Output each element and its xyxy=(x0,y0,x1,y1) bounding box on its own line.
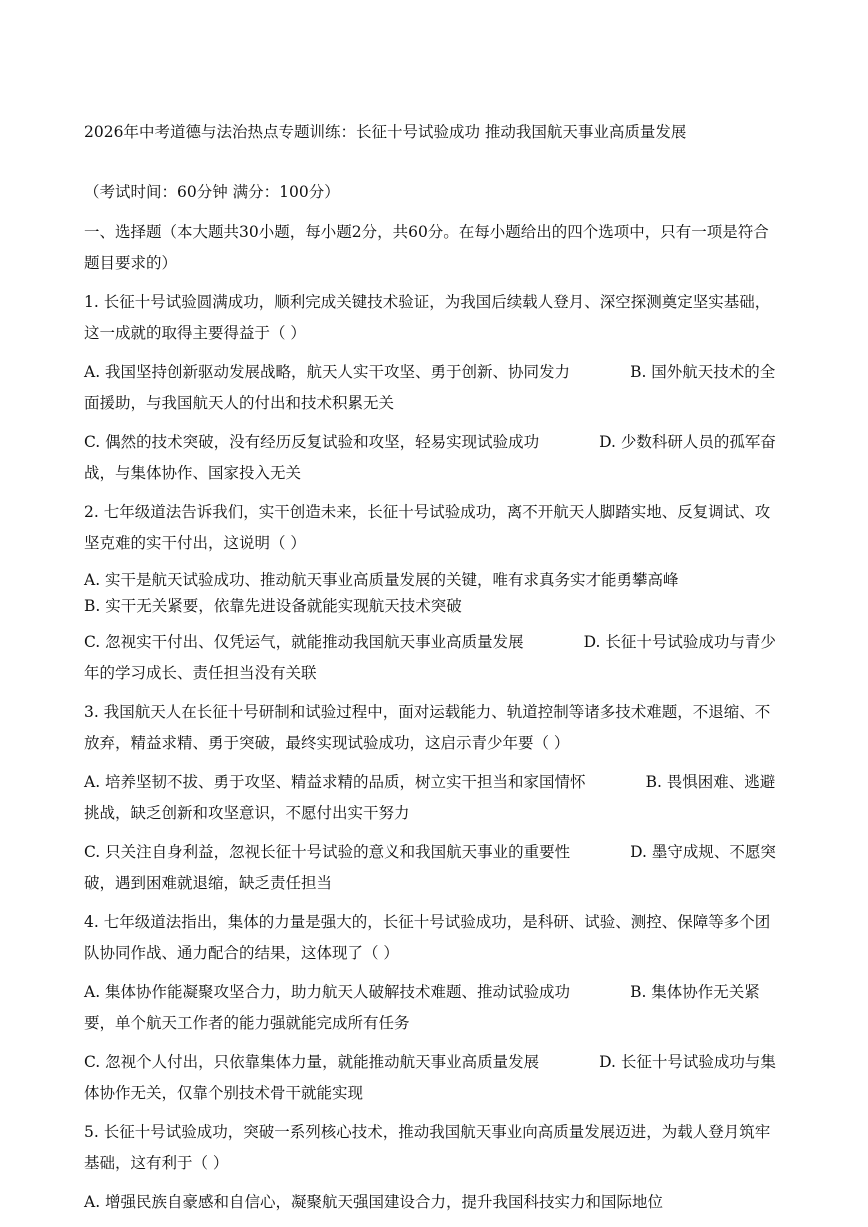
question-options xyxy=(84,357,784,419)
option-a: A. 集体协作能凝聚攻坚合力，助力航天人破解技术难题、推动试验成功 xyxy=(84,983,571,1001)
document-content xyxy=(84,119,784,1218)
question-options xyxy=(84,427,784,489)
option-c: C. 忽视实干付出、仅凭运气，就能推动我国航天事业高质量发展 xyxy=(84,633,524,651)
document-title: 2026年中考道德与法治热点专题训练：长征十号试验成功 推动我国航天事业高质量发展 xyxy=(84,123,687,141)
option-a: A. 培养坚韧不拔、勇于攻坚、精益求精的品质，树立实干担当和家国情怀 xyxy=(84,773,586,791)
option-a: A. 实干是航天试验成功、推动航天事业高质量发展的关键，唯有求真务实才能勇攀高峰 xyxy=(84,571,679,589)
question-stem: 1. 长征十号试验圆满成功，顺利完成关键技术验证，为我国后续载人登月、深空探测奠定坚实基础，这一成就的取得主要得益于（ ） xyxy=(84,293,771,342)
option-b: B. 国外航天技术的全面援助，与我国航天人的付出和技术积累无关 xyxy=(84,363,776,412)
section-heading: 一、选择题（本大题共30小题，每小题2分，共60分。在每小题给出的四个选项中，只有一项是符合题目要求的） xyxy=(84,223,769,272)
question-stem: 4. 七年级道法指出，集体的力量是强大的，长征十号试验成功，是科研、试验、测控、保障等多个团队协同作战、通力配合的结果，这体现了（ ） xyxy=(84,913,771,962)
question-stem: 5. 长征十号试验成功，突破一系列核心技术，推动我国航天事业向高质量发展迈进，为载人登月筑牢基础，这有利于（ ） xyxy=(84,1123,771,1172)
question-stem: 3. 我国航天人在长征十号研制和试验过程中，面对运载能力、轨道控制等诸多技术难题，不退缩、不放弃，精益求精、勇于突破，最终实现试验成功，这启示青少年要（ ） xyxy=(84,703,771,752)
question-options xyxy=(84,627,784,689)
question-options xyxy=(84,767,784,829)
question-options xyxy=(84,977,784,1039)
question-stem: 2. 七年级道法告诉我们，实干创造未来，长征十号试验成功，离不开航天人脚踏实地、反复调试、攻坚克难的实干付出，这说明（ ） xyxy=(84,503,771,552)
option-c: C. 偶然的技术突破，没有经历反复试验和攻坚，轻易实现试验成功 xyxy=(84,433,540,451)
option-b: B. 实干无关紧要，依靠先进设备就能实现航天技术突破 xyxy=(84,597,462,615)
exam-info: （考试时间：60分钟 满分：100分） xyxy=(84,183,340,201)
option-b: B. 畏惧困难、逃避挑战，缺乏创新和攻坚意识，不愿付出实干努力 xyxy=(84,773,776,822)
option-a: A. 增强民族自豪感和自信心，凝聚航天强国建设合力，提升我国科技实力和国际地位 xyxy=(84,1193,664,1211)
option-d: D. 少数科研人员的孤军奋战，与集体协作、国家投入无关 xyxy=(84,433,776,482)
option-d: D. 长征十号试验成功与集体协作无关，仅靠个别技术骨干就能实现 xyxy=(84,1053,776,1102)
question-options xyxy=(84,1047,784,1109)
question-options xyxy=(84,1187,784,1218)
option-c: C. 忽视个人付出，只依靠集体力量，就能推动航天事业高质量发展 xyxy=(84,1053,540,1071)
option-c: C. 只关注自身利益，忽视长征十号试验的意义和我国航天事业的重要性 xyxy=(84,843,571,861)
option-d: D. 墨守成规、不愿突破，遇到困难就退缩，缺乏责任担当 xyxy=(84,843,776,892)
option-b: B. 集体协作无关紧要，单个航天工作者的能力强就能完成所有任务 xyxy=(84,983,760,1032)
question-options xyxy=(84,567,784,619)
question-options xyxy=(84,837,784,899)
option-d: D. 长征十号试验成功与青少年的学习成长、责任担当没有关联 xyxy=(84,633,776,682)
option-a: A. 我国坚持创新驱动发展战略，航天人实干攻坚、勇于创新、协同发力 xyxy=(84,363,571,381)
